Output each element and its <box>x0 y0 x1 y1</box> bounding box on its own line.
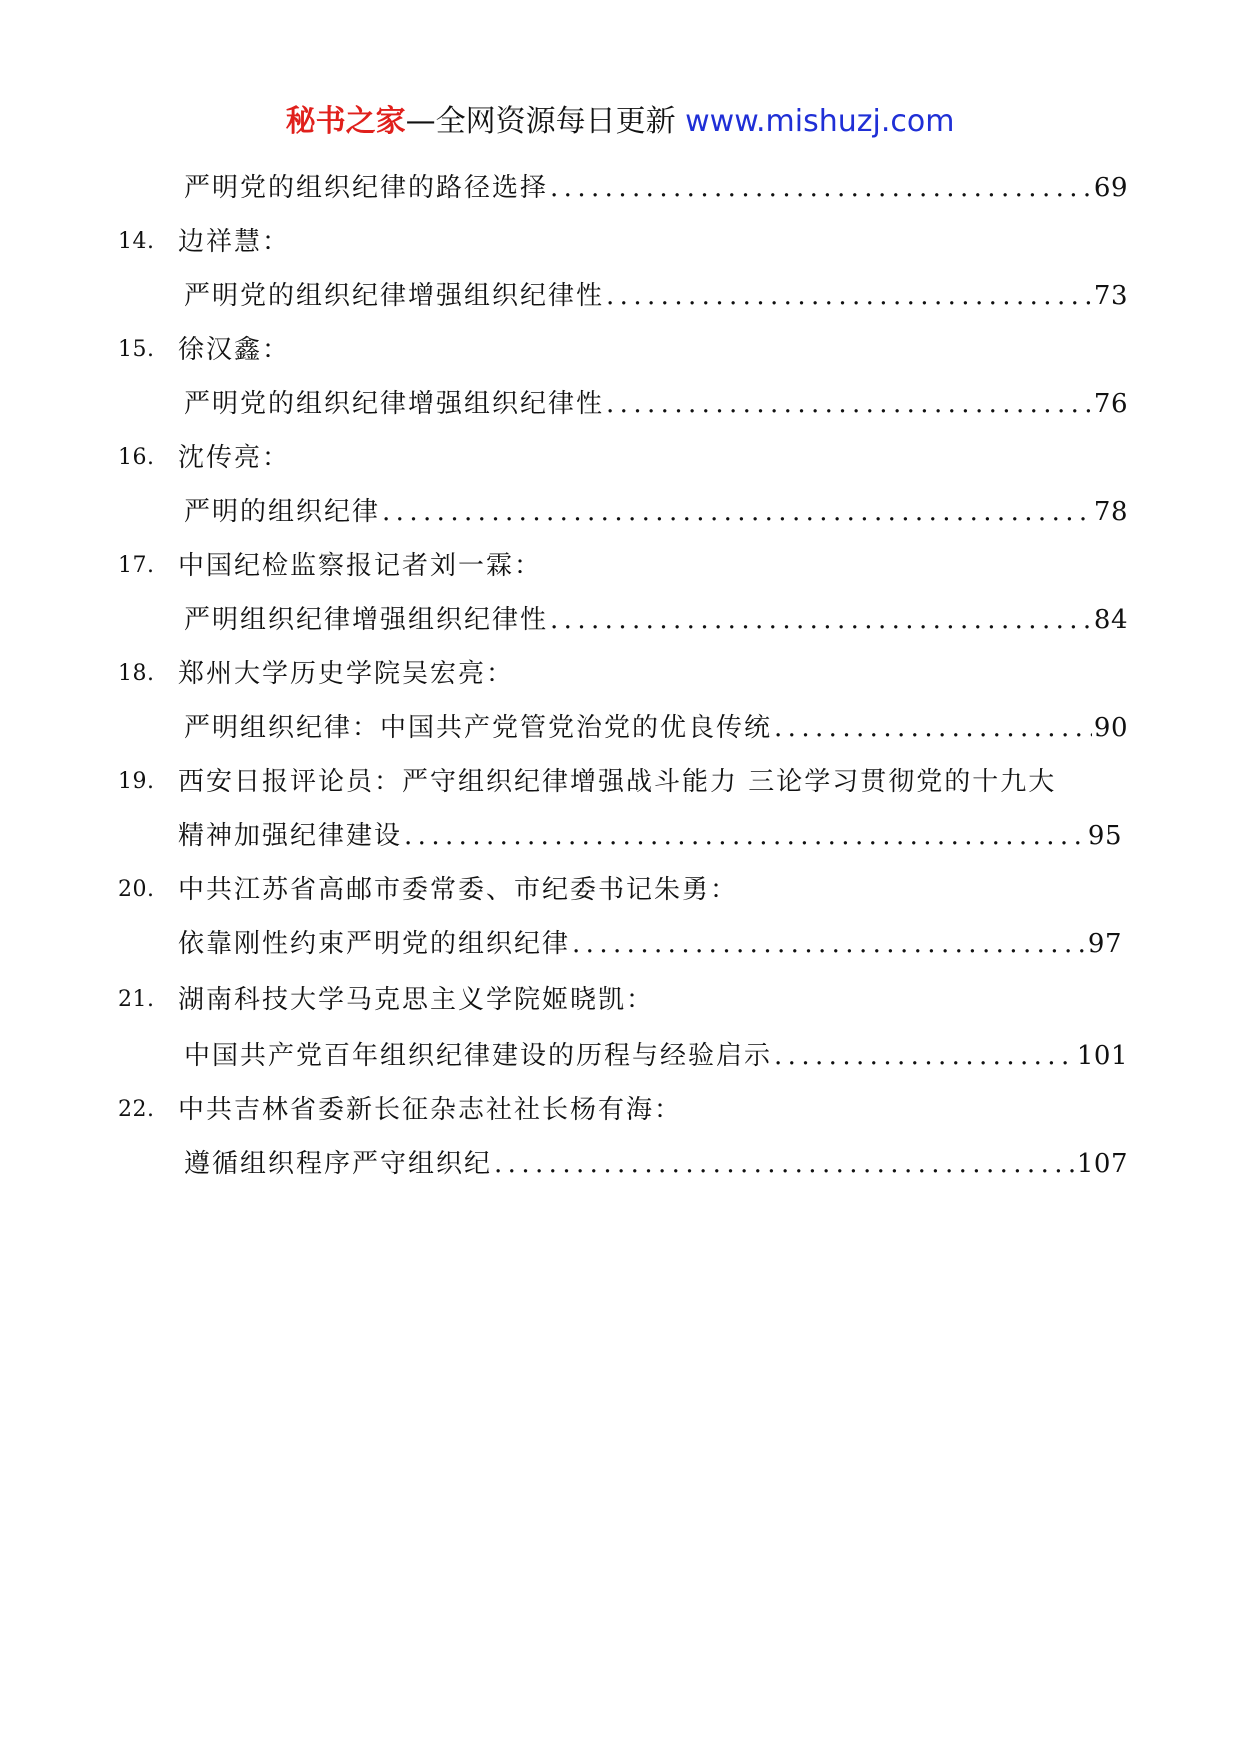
toc-entry-title: 中国共产党百年组织纪律建设的历程与经验启示 <box>184 1041 773 1071</box>
toc-item-author: 郑州大学历史学院吴宏亮： <box>178 659 515 689</box>
toc-entry[interactable] <box>184 600 1128 640</box>
toc-item-heading <box>0 762 1240 802</box>
toc-dot-leader <box>606 276 1092 316</box>
toc-item-author: 徐汉鑫： <box>178 335 291 365</box>
toc-item-number: 17. <box>118 553 155 578</box>
toc-entry-continued[interactable] <box>184 168 1128 208</box>
toc-dot-leader <box>606 384 1092 424</box>
toc-entry-title: 精神加强纪律建设 <box>178 821 403 851</box>
toc-entry-page: 97 <box>1087 929 1122 959</box>
toc-item-author: 中共吉林省委新长征杂志社社长杨有海： <box>178 1095 683 1125</box>
toc-item-number: 22. <box>118 1097 155 1122</box>
page-header <box>0 100 1240 144</box>
toc-item-heading <box>0 870 1240 910</box>
toc-dot-leader <box>404 816 1086 856</box>
toc-item-author: 湖南科技大学马克思主义学院姬晓凯： <box>178 985 655 1015</box>
toc-item-author: 中共江苏省高邮市委常委、市纪委书记朱勇： <box>178 875 739 905</box>
toc-entry-title: 严明的组织纪律 <box>184 497 381 527</box>
toc-entry[interactable] <box>184 384 1128 424</box>
toc-item-number: 14. <box>118 229 155 254</box>
toc-entry-page: 78 <box>1093 497 1128 527</box>
header-brand: 秘书之家 <box>285 104 406 139</box>
toc-dot-leader <box>382 492 1092 532</box>
toc-entry-title: 严明党的组织纪律增强组织纪律性 <box>184 389 605 419</box>
toc-entry-title: 严明组织纪律增强组织纪律性 <box>184 605 549 635</box>
toc-dot-leader <box>572 924 1086 964</box>
toc-item-number: 18. <box>118 661 155 686</box>
toc-entry-page: 101 <box>1076 1041 1128 1071</box>
toc-entry-title: 依靠刚性约束严明党的组织纪律 <box>178 929 571 959</box>
toc-entry[interactable] <box>184 276 1128 316</box>
toc-item-heading <box>0 654 1240 694</box>
toc-entry-page: 107 <box>1076 1149 1128 1179</box>
toc-item-heading <box>0 1090 1240 1130</box>
toc-item-heading <box>0 330 1240 370</box>
toc-entry-page: 73 <box>1093 281 1128 311</box>
toc-entry[interactable] <box>184 1144 1128 1184</box>
toc-item-number: 15. <box>118 337 155 362</box>
toc-item-heading <box>0 980 1240 1020</box>
toc-item-number: 16. <box>118 445 155 470</box>
header-site-url[interactable]: www.mishuzj.com <box>685 104 955 139</box>
toc-dot-leader <box>550 600 1092 640</box>
toc-dot-leader <box>774 1036 1075 1076</box>
toc-entry[interactable] <box>184 1036 1128 1076</box>
toc-item-author: 沈传亮： <box>178 443 291 473</box>
toc-entry-title: 严明党的组织纪律的路径选择 <box>184 173 549 203</box>
toc-item-number: 21. <box>118 987 155 1012</box>
toc-entry-title: 遵循组织程序严守组织纪 <box>184 1149 493 1179</box>
toc-item-author: 西安日报评论员：严守组织纪律增强战斗能力 三论学习贯彻党的十九大 <box>178 767 1057 797</box>
toc-entry-page: 84 <box>1093 605 1128 635</box>
toc-dot-leader <box>494 1144 1075 1184</box>
toc-item-author: 边祥慧： <box>178 227 291 257</box>
toc-dot-leader <box>774 708 1092 748</box>
toc-entry[interactable] <box>184 708 1128 748</box>
toc-dot-leader <box>550 168 1092 208</box>
toc-entry-title: 严明组织纪律：中国共产党管党治党的优良传统 <box>184 713 773 743</box>
toc-entry-page: 76 <box>1093 389 1128 419</box>
toc-entry[interactable] <box>184 492 1128 532</box>
toc-item-number: 19. <box>118 769 155 794</box>
toc-item-author: 中国纪检监察报记者刘一霖： <box>178 551 543 581</box>
toc-entry-page: 95 <box>1087 821 1122 851</box>
toc-item-heading <box>0 546 1240 586</box>
toc-item-number: 20. <box>118 877 155 902</box>
toc-entry-page: 90 <box>1093 713 1128 743</box>
header-slogan: —全网资源每日更新 <box>405 104 676 139</box>
toc-item-heading <box>0 438 1240 478</box>
toc-entry-page: 69 <box>1093 173 1128 203</box>
toc-entry-title: 严明党的组织纪律增强组织纪律性 <box>184 281 605 311</box>
toc-item-heading <box>0 222 1240 262</box>
toc-entry[interactable] <box>178 816 1122 856</box>
toc-entry[interactable] <box>178 924 1122 964</box>
